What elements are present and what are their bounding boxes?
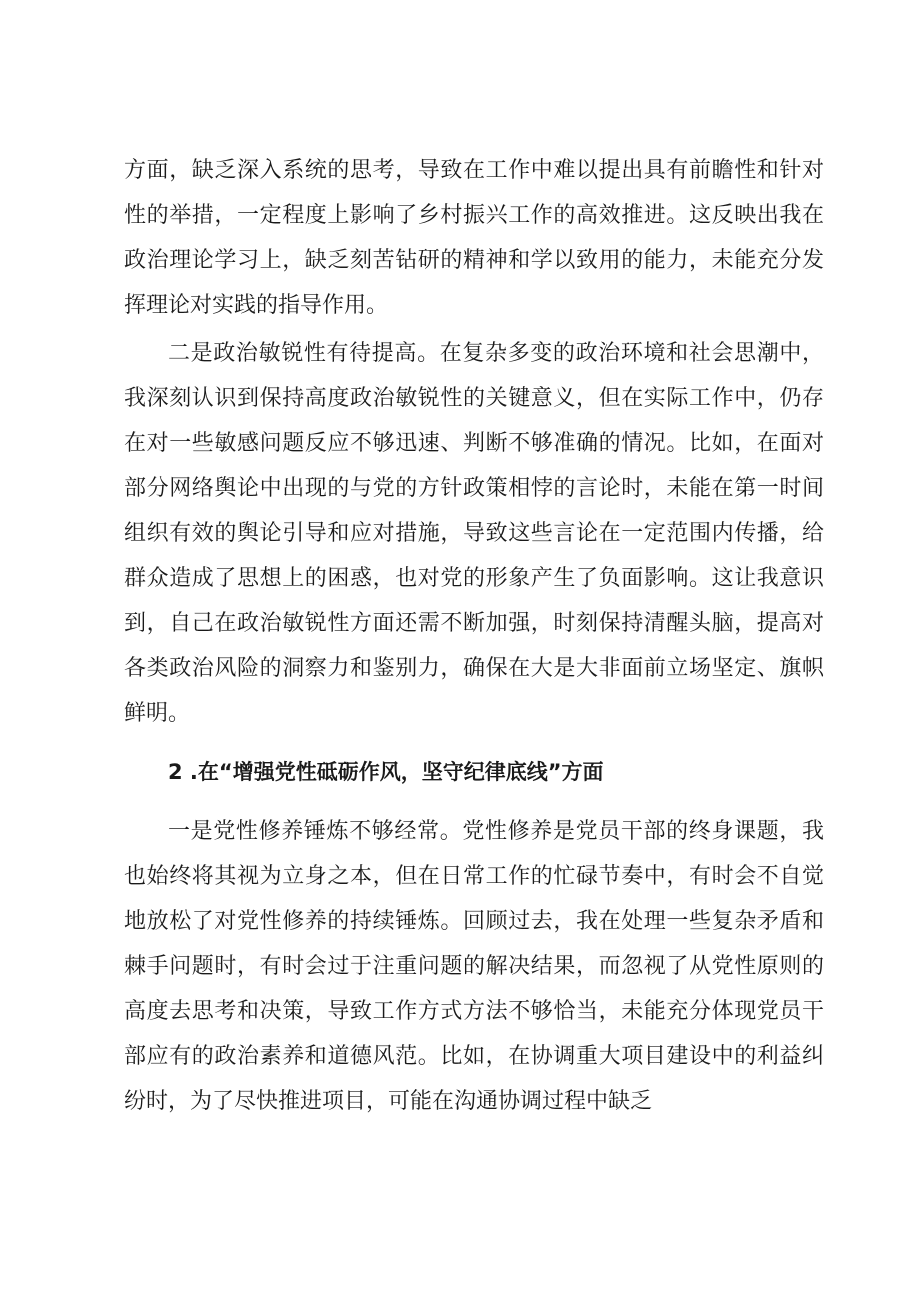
paragraph-continued: 方面，缺乏深入系统的思考，导致在工作中难以提出具有前瞻性和针对性的举措，一定程度上影响了乡村振兴工作的高效推进。这反映出我在政治理论学习上，缺乏刻苦钻研的精神和学以致用的能力，未能充分发挥理论对实践的指导作用。 — [124, 158, 824, 318]
paragraph-political-sensitivity: 二是政治敏锐性有待提高。在复杂多变的政治环境和社会思潮中，我深刻认识到保持高度政治敏锐性的关键意义，但在实际工作中，仍存在对一些敏感问题反应不够迅速、判断不够准确的情况。比如，在面对部分网络舆论中出现的与党的方针政策相悖的言论时，未能在第一时间组织有效的舆论引导和应对措施，导致这些言论在一定范围内传播，给群众造成了思想上的困惑，也对党的形象产生了负面影响。这让我意识到，自己在政治敏锐性方面还需不断加强，时刻保持清醒头脑，提高对各类政治风险的洞察力和鉴别力，确保在大是大非面前立场坚定、旗帜鲜明。 — [124, 341, 824, 726]
section-heading: 2 .在“增强党性砥砺作风，坚守纪律底线”方面 — [168, 760, 604, 784]
paragraph-party-spirit: 一是党性修养锤炼不够经常。党性修养是党员干部的终身课题，我也始终将其视为立身之本，但在日常工作的忙碌节奏中，有时会不自觉地放松了对党性修养的持续锤炼。回顾过去，我在处理一些复杂矛盾和棘手问题时，有时会过于注重问题的解决结果，而忽视了从党性原则的高度去思考和决策，导致工作方式方法不够恰当，未能充分体现党员干部应有的政治素养和道德风范。比如，在协调重大项目建设中的利益纠纷时，为了尽快推进项目，可能在沟通协调过程中缺乏 — [124, 819, 824, 1114]
document-body — [124, 148, 824, 1124]
